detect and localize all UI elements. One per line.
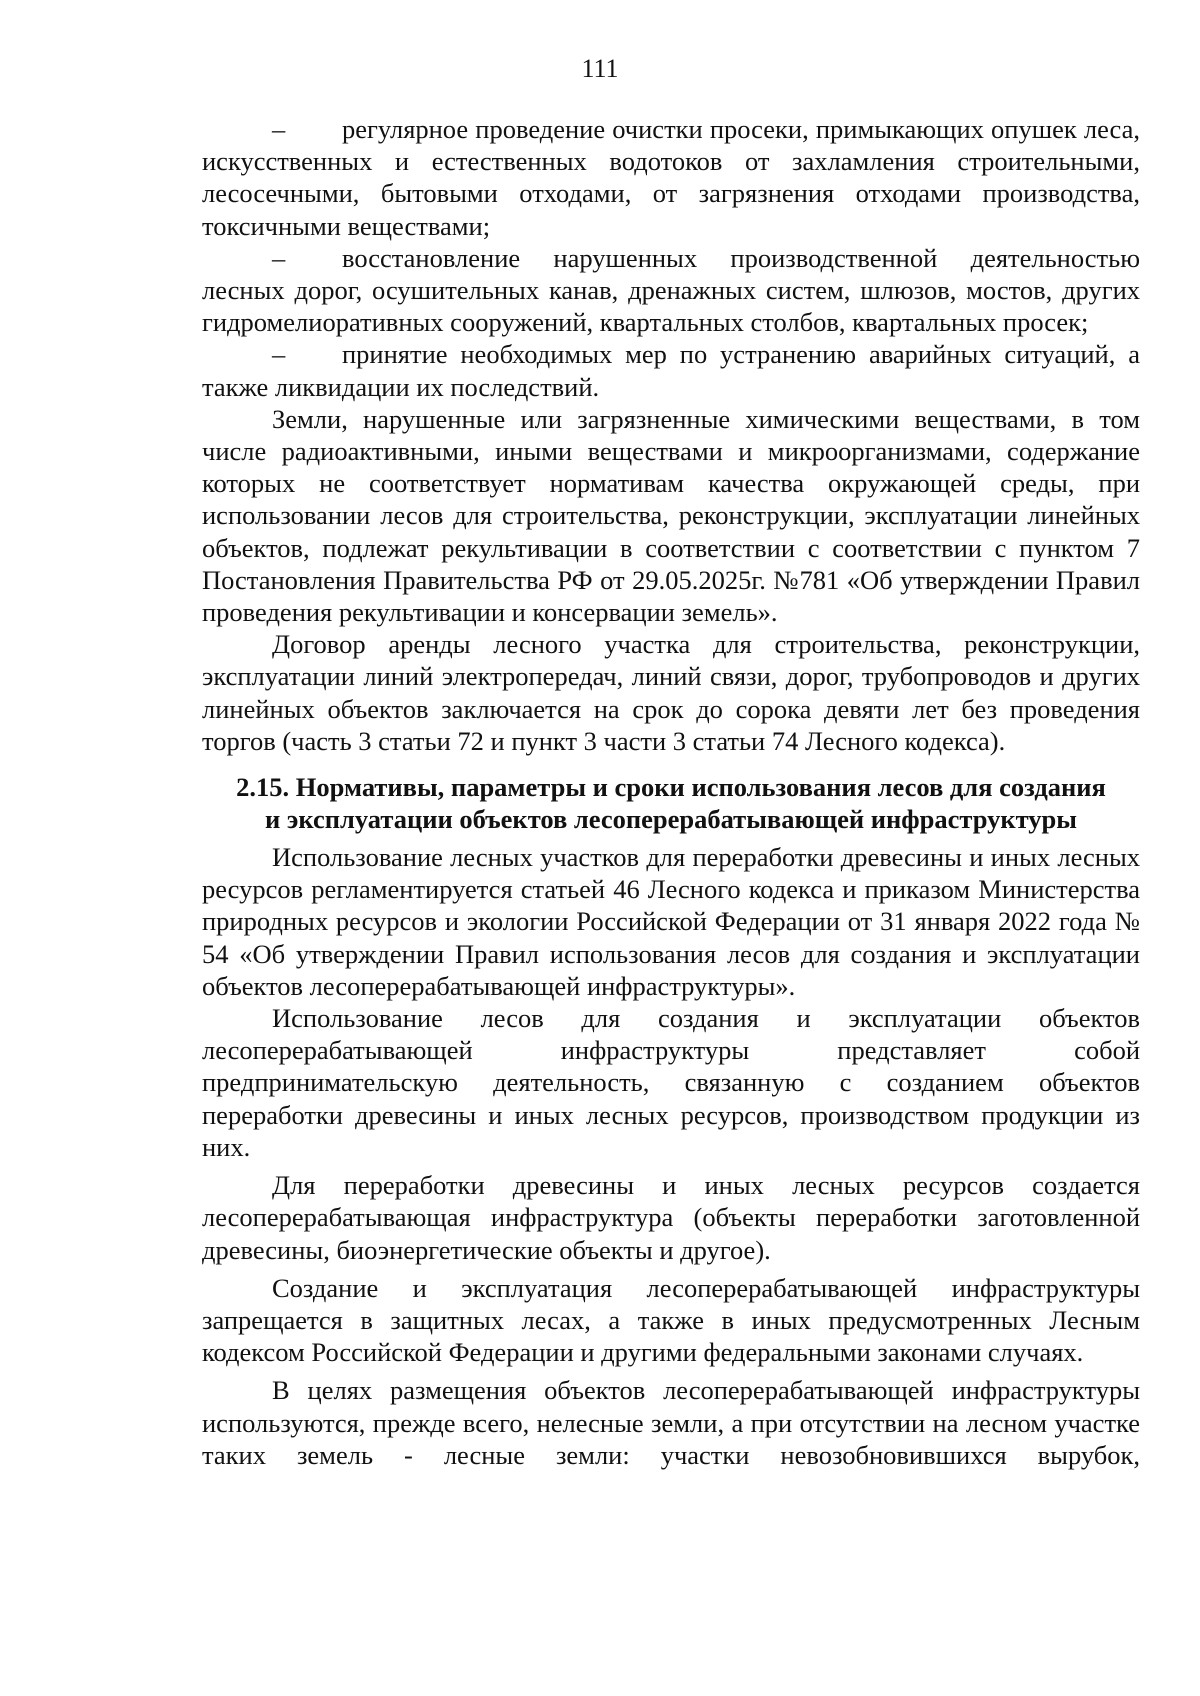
bullet-item xyxy=(202,113,1140,242)
page-number: 111 xyxy=(581,54,619,83)
section-heading-line: 2.15. Нормативы, параметры и сроки использования лесов для создания xyxy=(236,772,1106,803)
section-heading-line: и эксплуатации объектов лесоперерабатывающей инфраструктуры xyxy=(265,804,1077,835)
paragraph: Договор аренды лесного участка для строительства, реконструкции, эксплуатации линий электропередач, линий связи, дорог, трубопроводов и других линейных объектов заключается на срок до сорока девяти лет без проведения торгов (часть 3 статьи 72 и пункт 3 части 3 статьи 74 Лесного кодекса). xyxy=(202,629,1140,756)
paragraph: Создание и эксплуатация лесоперерабатывающей инфраструктуры запрещается в защитных лесах, а также в иных предусмотренных Лесным кодексом Российской Федерации и другими федеральными законами случаях. xyxy=(202,1272,1140,1368)
paragraph: Земли, нарушенные или загрязненные химическими веществами, в том числе радиоактивными, иными веществами и микроорганизмами, содержание которых не соответствует нормативам качества окружающей среды, при использовании лесов для строительства, реконструкции, эксплуатации линейных объектов, подлежат рекультивации в соответствии с соответствии с пунктом 7 Постановления Правительства РФ от 29.05.2025г. №781 «Об утверждении Правил проведения рекультивации и консервации земель». xyxy=(202,403,1140,628)
paragraph: Использование лесных участков для переработки древесины и иных лесных ресурсов регламентируется статьей 46 Лесного кодекса и приказом Министерства природных ресурсов и экологии Российской Федерации от 31 января 2022 года № 54 «Об утверждении Правил использования лесов для создания и эксплуатации объектов лесоперерабатывающей инфраструктуры». xyxy=(202,842,1140,1001)
paragraph: Для переработки древесины и иных лесных ресурсов создается лесоперерабатывающая инфраструктура (объекты переработки заготовленной древесины, биоэнергетические объекты и другое). xyxy=(202,1170,1140,1265)
bullet-item xyxy=(202,242,1140,339)
section-heading xyxy=(202,771,1140,835)
document-body xyxy=(202,113,1140,1471)
paragraph: Использование лесов для создания и эксплуатации объектов лесоперерабатывающей инфраструктуры представляет собой предпринимательскую деятельность, связанную с созданием объектов переработки древесины и иных лесных ресурсов, производством продукции из них. xyxy=(202,1003,1140,1162)
paragraph: В целях размещения объектов лесоперерабатывающей инфраструктуры используются, прежде всего, нелесные земли, а при отсутствии на лесном участке таких земель - лесные земли: участки невозобновившихся вырубок, xyxy=(202,1375,1140,1470)
bullet-dash: – xyxy=(272,242,286,273)
bullet-text: восстановление нарушенных производственной деятельностью лесных дорог, осушительных канав, дренажных систем, шлюзов, мостов, других гидромелиоративных сооружений, квартальных столбов, квартальных просек; xyxy=(202,242,1140,338)
bullet-item xyxy=(202,338,1140,402)
bullet-dash: – xyxy=(272,114,286,144)
bullet-text: принятие необходимых мер по устранению аварийных ситуаций, а также ликвидации их последствий. xyxy=(202,339,1140,402)
bullet-text: регулярное проведение очистки просеки, примыкающих опушек леса, искусственных и естественных водотоков от захламления строительными, лесосечными, бытовыми отходами, от загрязнения отходами производства, токсичными веществами; xyxy=(202,114,1140,241)
bullet-dash: – xyxy=(272,339,286,370)
